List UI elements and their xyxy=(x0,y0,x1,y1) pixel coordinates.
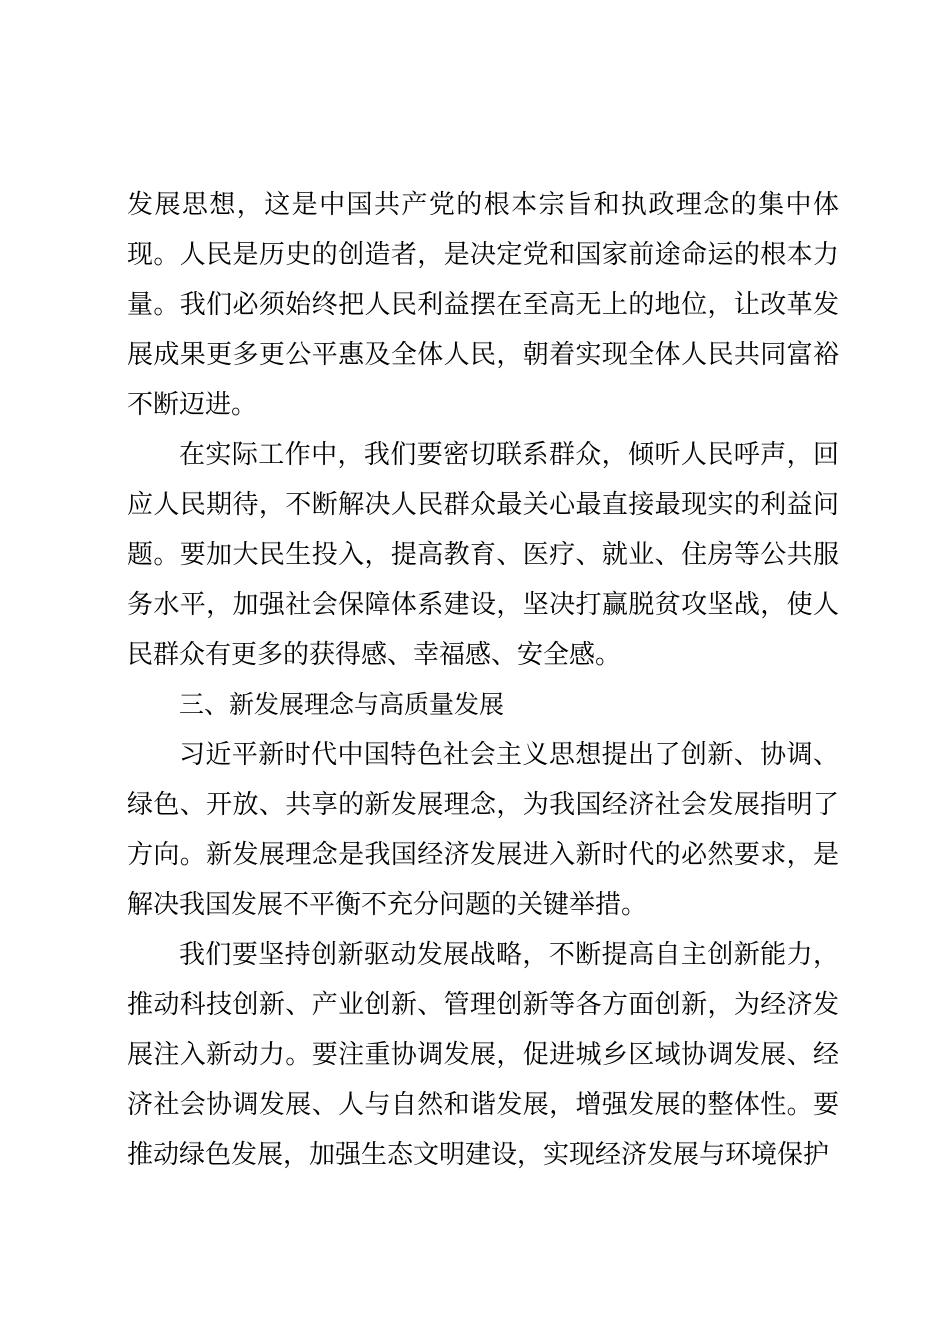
document-body xyxy=(127,180,839,1180)
section-heading-new-development: 三、新发展理念与高质量发展 xyxy=(179,690,505,719)
paragraph-new-development-concept: 习近平新时代中国特色社会主义思想提出了创新、协调、绿色、开放、共享的新发展理念，为我国经济社会发展指明了方向。新发展理念是我国经济发展进入新时代的必然要求，是解决我国发展不平衡不充分问题的关键举措。 xyxy=(127,740,839,920)
paragraph-innovation-driven: 我们要坚持创新驱动发展战略，不断提高自主创新能力，推动科技创新、产业创新、管理创新等各方面创新，为经济发展注入新动力。要注重协调发展，促进城乡区域协调发展、经济社会协调发展、人与自然和谐发展，增强发展的整体性。要推动绿色发展，加强生态文明建设，实现经济发展与环境保护 xyxy=(127,940,839,1170)
paragraph-people-centered: 发展思想，这是中国共产党的根本宗旨和执政理念的集中体现。人民是历史的创造者，是决定党和国家前途命运的根本力量。我们必须始终把人民利益摆在至高无上的地位，让改革发展成果更多更公平惠及全体人民，朝着实现全体人民共同富裕不断迈进。 xyxy=(127,190,839,420)
paragraph-practical-work: 在实际工作中，我们要密切联系群众，倾听人民呼声，回应人民期待，不断解决人民群众最关心最直接最现实的利益问题。要加大民生投入，提高教育、医疗、就业、住房等公共服务水平，加强社会保障体系建设，坚决打赢脱贫攻坚战，使人民群众有更多的获得感、幸福感、安全感。 xyxy=(127,440,839,670)
